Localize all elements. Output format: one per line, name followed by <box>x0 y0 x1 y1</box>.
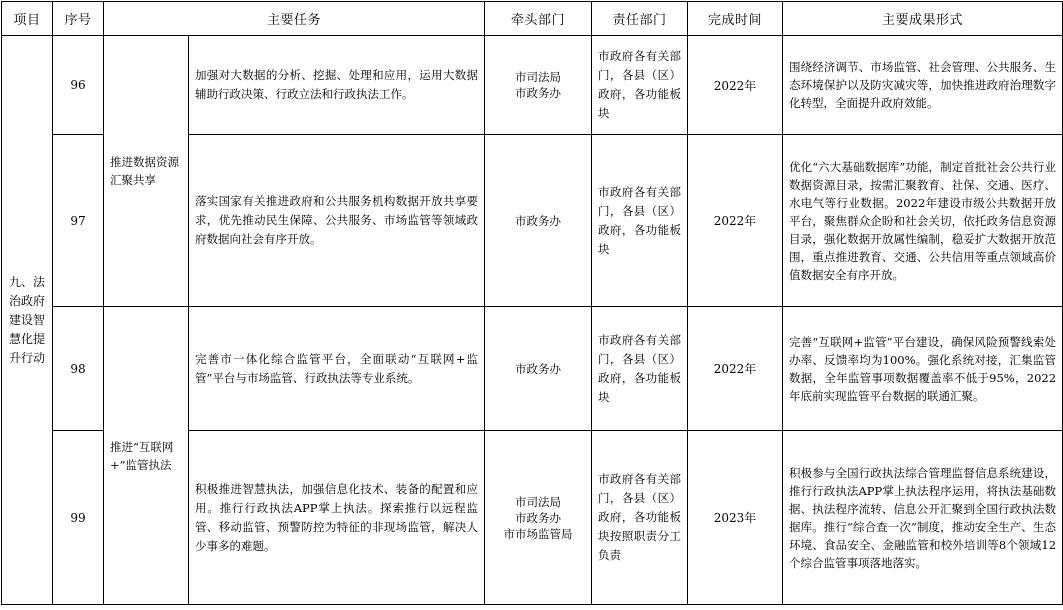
task-cell: 落实国家有关推进政府和公共服务机构数据开放共享要求，优先推动民生保障、公共服务、市场监管等领域政府数据向社会有序开放。 <box>189 135 485 307</box>
task-group-cell: 推进“互联网+”监管执法 <box>104 307 189 605</box>
result-cell: 优化“六大基础数据库”功能，制定首批社会公共行业数据资源目录，按需汇聚教育、社保、交通、医疗、水电气等行业数据。2022年建设市级公共数据开放平台，聚焦群众企盼和社会关切，依托政务信息资源目录，强化数据开放属性编制，稳妥扩大数据开放范围，重点推进教育、交通、公共信用等重点领域高价值数据安全有序开放。 <box>783 135 1063 307</box>
seq-cell: 98 <box>53 307 104 431</box>
task-table <box>1 1 1063 605</box>
category-cell: 九、法治政府建设智慧化提升行动 <box>2 36 53 605</box>
time-cell: 2022年 <box>688 307 783 431</box>
lead-dept-cell <box>485 36 592 135</box>
lead-dept-cell <box>485 135 592 307</box>
header-category: 项目 <box>2 2 53 36</box>
resp-dept-cell: 市政府各有关部门，各县（区）政府，各功能板块 <box>592 307 688 431</box>
resp-dept-cell: 市政府各有关部门，各县（区）政府，各功能板块 <box>592 135 688 307</box>
seq-cell: 96 <box>53 36 104 135</box>
header-seq: 序号 <box>53 2 104 36</box>
result-cell: 围绕经济调节、市场监管、社会管理、公共服务、生态环境保护以及防灾减灾等，加快推进政府治理数字化转型，全面提升政府效能。 <box>783 36 1063 135</box>
header-time: 完成时间 <box>688 2 783 36</box>
seq-cell: 99 <box>53 431 104 605</box>
task-cell: 加强对大数据的分析、挖掘、处理和应用，运用大数据辅助行政决策、行政立法和行政执法工作。 <box>189 36 485 135</box>
task-group-cell: 推进数据资源汇聚共享 <box>104 36 189 307</box>
result-cell: 积极参与全国行政执法综合管理监督信息系统建设，推行行政执法APP掌上执法程序运用，将执法基础数据、执法程序流转、信息公开汇聚到全国行政执法数据库。推行“综合查一次”制度，推动安全生产、生态环境、食品安全、金融监管和校外培训等8个领域12个综合监管事项落地落实。 <box>783 431 1063 605</box>
table-row <box>2 36 1063 135</box>
lead-dept-cell <box>485 431 592 605</box>
time-cell: 2022年 <box>688 36 783 135</box>
seq-cell: 97 <box>53 135 104 307</box>
lead-dept-line: 市司法局 <box>515 70 562 84</box>
lead-dept-cell <box>485 307 592 431</box>
table-row <box>2 307 1063 431</box>
lead-dept-line: 市政务办 <box>515 86 562 100</box>
header-task: 主要任务 <box>104 2 485 36</box>
lead-dept-line: 市市场监管局 <box>503 526 573 541</box>
time-cell: 2023年 <box>688 431 783 605</box>
task-cell: 积极推进智慧执法，加强信息化技术、装备的配置和应用。推行行政执法APP掌上执法。探索推行以远程监管、移动监管、预警防控为特征的非现场监管，解决人少事多的难题。 <box>189 431 485 605</box>
resp-dept-cell: 市政府各有关部门，各县（区）政府，各功能板块按照职责分工负责 <box>592 431 688 605</box>
result-cell: 完善“互联网+监管”平台建设，确保风险预警线索处办率、反馈率均为100%。强化系统对接，汇集监管数据，全年监管事项数据覆盖率不低于95%，2022年底前实现监管平台数据的联通汇聚。 <box>783 307 1063 431</box>
time-cell: 2022年 <box>688 135 783 307</box>
header-result: 主要成果形式 <box>783 2 1063 36</box>
lead-dept-line: 市政务办 <box>515 361 562 376</box>
lead-dept-line: 市司法局 <box>515 494 562 509</box>
task-cell: 完善市一体化综合监管平台，全面联动“互联网+监管”平台与市场监管、行政执法等专业系统。 <box>189 307 485 431</box>
header-lead: 牵头部门 <box>485 2 592 36</box>
lead-dept-line: 市政务办 <box>515 510 562 525</box>
lead-dept-line: 市政务办 <box>515 213 562 228</box>
resp-dept-cell: 市政府各有关部门，各县（区）政府，各功能板块 <box>592 36 688 135</box>
header-resp: 责任部门 <box>592 2 688 36</box>
header-row <box>2 2 1063 36</box>
